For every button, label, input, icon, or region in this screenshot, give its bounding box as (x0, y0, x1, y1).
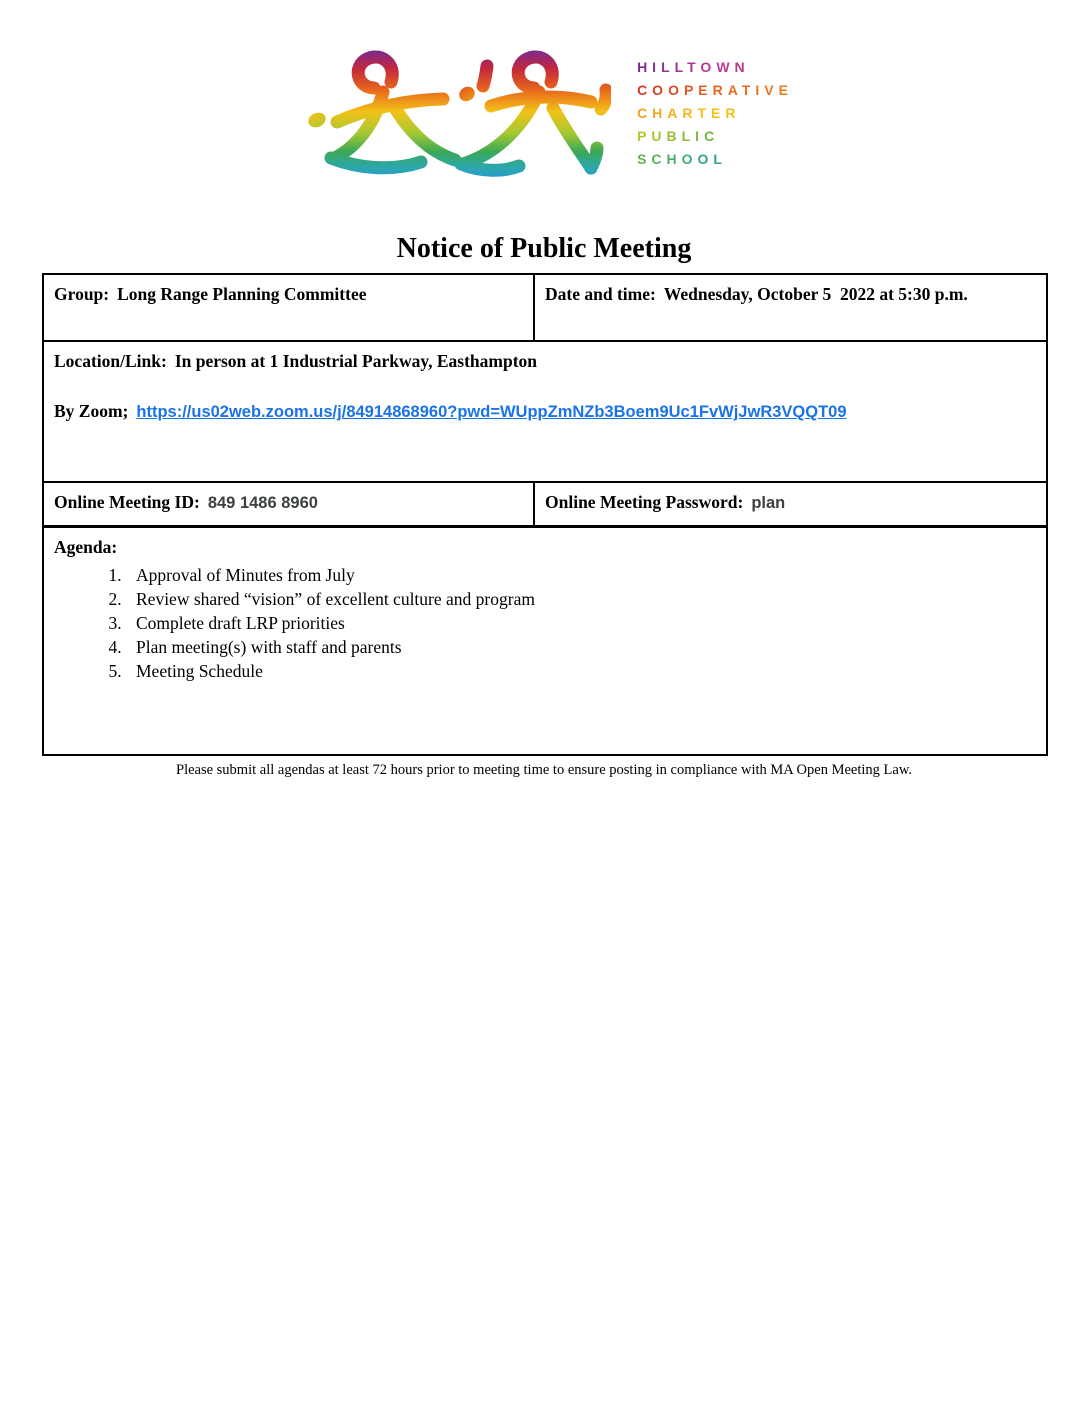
agenda-item: 1. Approval of Minutes from July (126, 563, 1036, 587)
meeting-id-label: Online Meeting ID: (54, 491, 200, 512)
logo-text-line-cooperative: COOPERATIVE (637, 79, 793, 102)
agenda-item: 5. Meeting Schedule (126, 659, 1036, 683)
agenda-item: 3. Complete draft LRP priorities (126, 611, 1036, 635)
group-datetime-row (43, 274, 1047, 341)
location-line (54, 350, 1036, 374)
group-cell (43, 274, 534, 341)
location-label: Location/Link: (54, 350, 167, 371)
group-label: Group: (54, 283, 110, 304)
agenda-label: Agenda: (54, 537, 118, 558)
datetime-label: Date and time: (545, 283, 656, 304)
agenda-cell (43, 527, 1047, 755)
zoom-meeting-link[interactable]: https://us02web.zoom.us/j/84914868960?pwd=WUppZmNZb3Boem9Uc1FvWjJwR3VQQT09 (136, 403, 847, 422)
group-value: Long Range Planning Committee (117, 283, 367, 304)
password-value: plan (751, 493, 786, 512)
datetime-cell (534, 274, 1047, 341)
zoom-line (54, 400, 1036, 424)
school-logo-text (637, 42, 793, 171)
meeting-id-cell (43, 482, 534, 527)
meeting-id-password-row (43, 482, 1047, 527)
password-cell (534, 482, 1047, 527)
zoom-label: By Zoom; (54, 401, 129, 422)
meeting-id-value: 849 1486 8960 (207, 493, 318, 512)
agenda-item: 4. Plan meeting(s) with staff and parents (126, 635, 1036, 659)
school-logo (0, 0, 1088, 188)
password-label: Online Meeting Password: (545, 491, 744, 512)
dancing-figures-icon (295, 42, 611, 188)
logo-text-line-charter: CHARTER (637, 102, 793, 125)
agenda-list (54, 563, 1036, 683)
datetime-value: Wednesday, October 5 2022 at 5:30 p.m. (663, 283, 968, 304)
logo-text-line-school: SCHOOL (637, 148, 793, 171)
location-cell (43, 341, 1047, 482)
logo-text-line-hilltown: HILLTOWN (637, 56, 793, 79)
logo-text-line-public: PUBLIC (637, 125, 793, 148)
page-title: Notice of Public Meeting (396, 233, 692, 264)
meeting-notice-table (42, 273, 1048, 756)
location-value: In person at 1 Industrial Parkway, Easthampton (174, 350, 538, 371)
footer-note: Please submit all agendas at least 72 hours prior to meeting time to ensure posting in compliance with MA Open Meeting Law. (176, 761, 912, 778)
agenda-row (43, 527, 1047, 755)
location-row (43, 341, 1047, 482)
agenda-item: 2. Review shared “vision” of excellent culture and program (126, 587, 1036, 611)
